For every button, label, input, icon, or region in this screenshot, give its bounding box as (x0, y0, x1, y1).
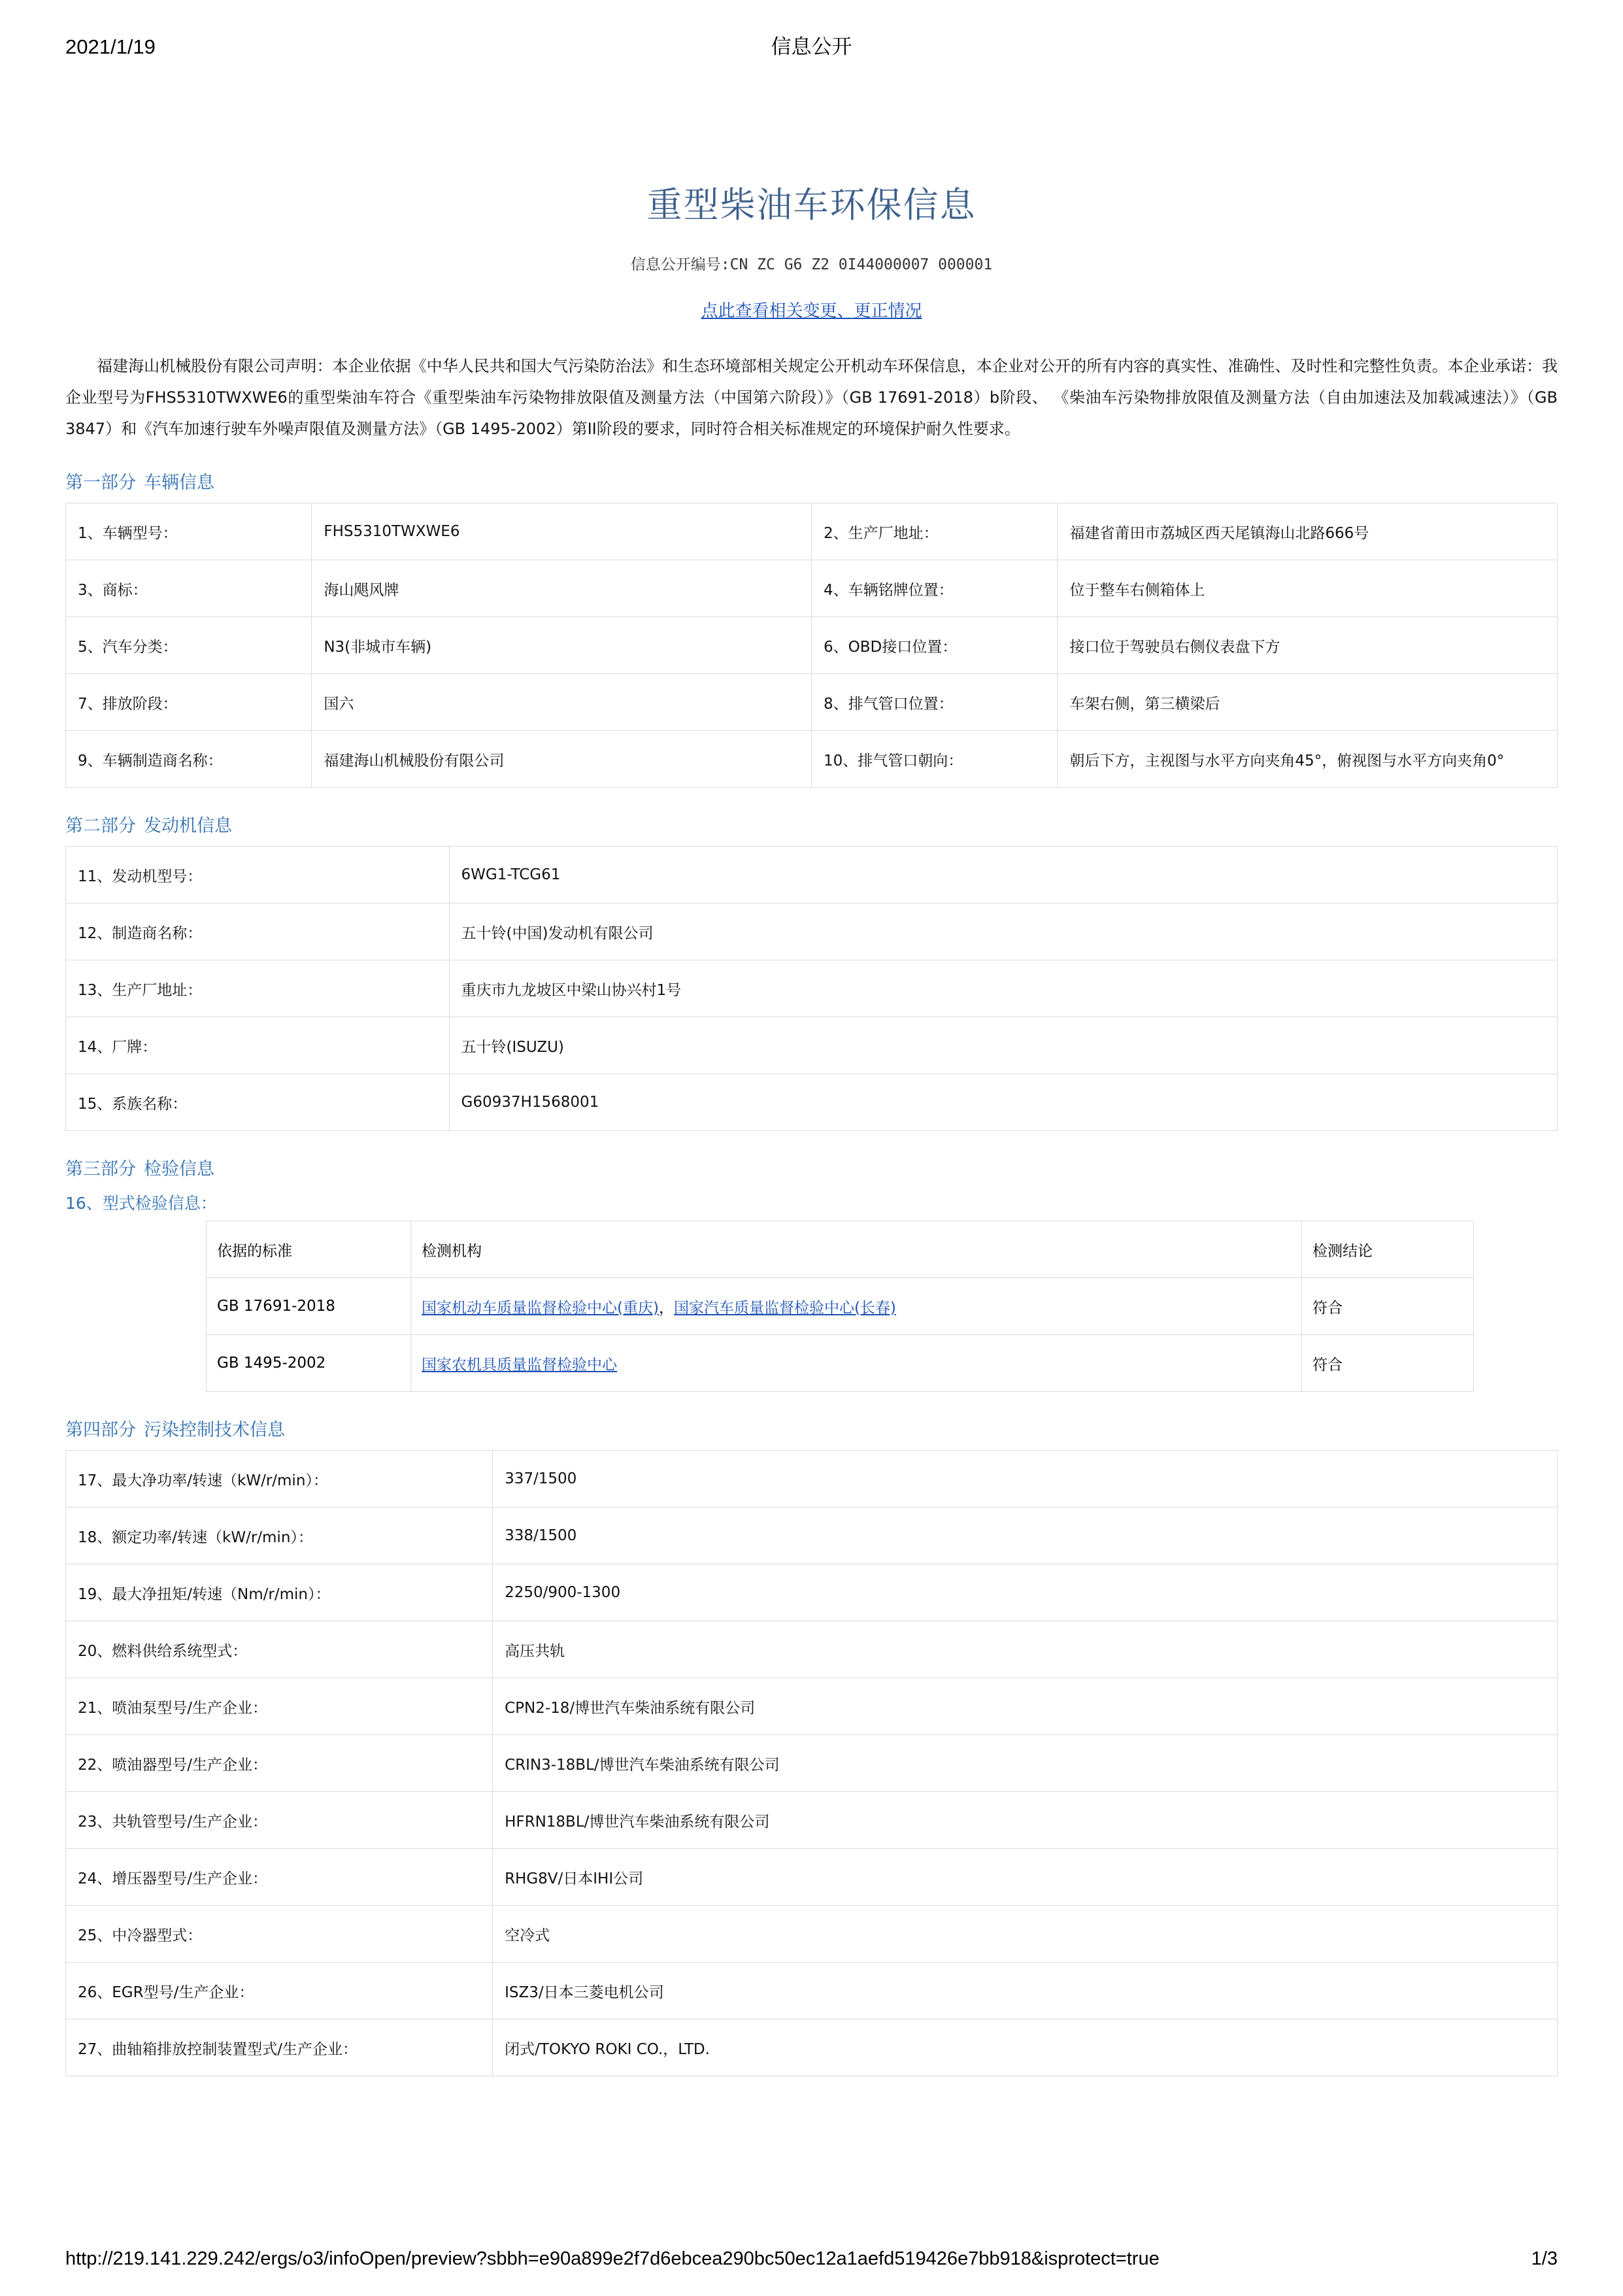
field-label: 10、排气管口朝向： (811, 731, 1057, 788)
field-label: 21、喷油泵型号/生产企业： (66, 1678, 493, 1735)
institution-cell (411, 1335, 1302, 1392)
column-header-institution: 检测机构 (411, 1221, 1302, 1278)
field-label: 11、发动机型号： (66, 847, 450, 903)
disclosure-number: 信息公开编号:CN ZC G6 Z2 0I44000007 000001 (630, 256, 993, 273)
section-name-label: 车辆信息 (144, 473, 214, 493)
field-value: CRIN3-18BL/博世汽车柴油系统有限公司 (493, 1735, 1558, 1792)
table-row (66, 731, 1558, 788)
table-row (66, 503, 1558, 560)
print-footer (65, 2248, 1558, 2270)
standard-value: GB 1495-2002 (207, 1335, 411, 1392)
field-value: G60937H1568001 (449, 1074, 1557, 1131)
field-value: 五十铃(中国)发动机有限公司 (449, 903, 1557, 960)
field-value: 接口位于驾驶员右侧仪表盘下方 (1058, 617, 1558, 674)
field-value: 338/1500 (493, 1508, 1558, 1564)
section-part-label: 第四部分 (65, 1420, 136, 1440)
section-part-label: 第三部分 (65, 1159, 136, 1179)
field-value: 海山飓风牌 (312, 560, 812, 617)
field-value: 闭式/TOKYO ROKI CO.，LTD. (493, 2019, 1558, 2076)
field-value: 高压共轨 (493, 1621, 1558, 1678)
conclusion-value: 符合 (1302, 1335, 1474, 1392)
field-label: 6、OBD接口位置： (811, 617, 1057, 674)
table-row (66, 2019, 1558, 2076)
print-header (65, 30, 1558, 63)
table-row (66, 1906, 1558, 1963)
field-value: 337/1500 (493, 1451, 1558, 1508)
section-name-label: 污染控制技术信息 (144, 1420, 285, 1440)
conclusion-value: 符合 (1302, 1278, 1474, 1335)
section-name-label: 检验信息 (144, 1159, 214, 1179)
field-label: 15、系族名称： (66, 1074, 450, 1131)
table-row (207, 1278, 1474, 1335)
field-value: 国六 (312, 674, 812, 731)
field-label: 2、生产厂地址： (811, 503, 1057, 560)
column-header-conclusion: 检测结论 (1302, 1221, 1474, 1278)
field-label: 24、增压器型号/生产企业： (66, 1849, 493, 1906)
field-label: 27、曲轴箱排放控制装置型式/生产企业： (66, 2019, 493, 2076)
field-value: 福建省莆田市荔城区西天尾镇海山北路666号 (1058, 503, 1558, 560)
table-row (66, 903, 1558, 960)
vehicle-info-table (65, 503, 1558, 788)
table-row (66, 1451, 1558, 1508)
standard-value: GB 17691-2018 (207, 1278, 411, 1335)
field-label: 5、汽车分类： (66, 617, 312, 674)
section-name-label: 发动机信息 (144, 816, 232, 836)
inspection-table (206, 1221, 1474, 1392)
table-header-row (207, 1221, 1474, 1278)
field-value: 6WG1-TCG61 (449, 847, 1557, 903)
footer-url: http://219.141.229.242/ergs/o3/infoOpen/preview?sbbh=e90a899e2f7d6ebcea290bc50ec12a1aefd519426e7bb918&isprotect=true (65, 2248, 1160, 2269)
section-heading-part3 (65, 1155, 1558, 1180)
view-changes-link[interactable]: 点此查看相关变更、更正情况 (701, 301, 922, 321)
table-row (66, 674, 1558, 731)
field-label: 8、排气管口位置： (811, 674, 1057, 731)
field-value: 车架右侧，第三横梁后 (1058, 674, 1558, 731)
table-row (66, 1508, 1558, 1564)
table-row (66, 1074, 1558, 1131)
field-value: N3(非城市车辆) (312, 617, 812, 674)
field-value: 2250/900-1300 (493, 1564, 1558, 1621)
field-label: 23、共轨管型号/生产企业： (66, 1792, 493, 1849)
field-label: 1、车辆型号： (66, 503, 312, 560)
field-label: 3、商标： (66, 560, 312, 617)
table-row (66, 1678, 1558, 1735)
field-value: 重庆市九龙坡区中梁山协兴村1号 (449, 960, 1557, 1017)
field-label: 4、车辆铭牌位置： (811, 560, 1057, 617)
field-value: HFRN18BL/博世汽车柴油系统有限公司 (493, 1792, 1558, 1849)
institution-link[interactable]: 国家汽车质量监督检验中心(长春) (673, 1299, 896, 1317)
section-part-label: 第一部分 (65, 473, 136, 493)
change-link-row (65, 297, 1558, 322)
field-label: 26、EGR型号/生产企业： (66, 1963, 493, 2019)
table-row (66, 847, 1558, 903)
table-row (66, 1849, 1558, 1906)
institution-link[interactable]: 国家机动车质量监督检验中心(重庆) (422, 1299, 659, 1317)
company-statement: 福建海山机械股份有限公司声明：本企业依据《中华人民共和国大气污染防治法》和生态环境部相关规定公开机动车环保信息，本企业对公开的所有内容的真实性、准确性、及时性和完整性负责。本企业承诺：我企业型号为FHS5310TWXWE6的重型柴油车符合《重型柴油车污染物排放限值及测量方法（中国第六阶段）》（GB 17691-2018）b阶段、 《柴油车污染物排放限值及测量方法（自由加速法及加载减速法）》（GB 3847）和《汽车加速行驶车外噪声限值及测量方法》（GB 1495-2002）第II阶段的要求，同时符合相关标准规定的环境保护耐久性要求。 (65, 357, 1558, 438)
field-value: 空冷式 (493, 1906, 1558, 1963)
table-row (66, 560, 1558, 617)
field-value: RHG8V/日本IHI公司 (493, 1849, 1558, 1906)
field-label: 9、车辆制造商名称： (66, 731, 312, 788)
table-row (66, 1017, 1558, 1074)
field-label: 20、燃料供给系统型式： (66, 1621, 493, 1678)
field-value: 位于整车右侧箱体上 (1058, 560, 1558, 617)
column-header-standard: 依据的标准 (207, 1221, 411, 1278)
field-value: 福建海山机械股份有限公司 (312, 731, 812, 788)
field-value: CPN2-18/博世汽车柴油系统有限公司 (493, 1678, 1558, 1735)
table-row (66, 1564, 1558, 1621)
field-label: 18、额定功率/转速（kW/r/min）： (66, 1508, 493, 1564)
field-label: 13、生产厂地址： (66, 960, 450, 1017)
footer-page-number: 1/3 (1531, 2248, 1558, 2269)
table-row (66, 1621, 1558, 1678)
inspection-subheading: 16、型式检验信息： (65, 1194, 217, 1213)
table-row (66, 1735, 1558, 1792)
field-label: 7、排放阶段： (66, 674, 312, 731)
engine-info-table (65, 846, 1558, 1131)
section-heading-part1 (65, 468, 1558, 494)
field-label: 17、最大净功率/转速（kW/r/min）： (66, 1451, 493, 1508)
field-value: ISZ3/日本三菱电机公司 (493, 1963, 1558, 2019)
institution-separator: ， (658, 1299, 674, 1317)
section-heading-part4 (65, 1415, 1558, 1441)
field-value: FHS5310TWXWE6 (312, 503, 812, 560)
table-row (207, 1335, 1474, 1392)
field-label: 22、喷油器型号/生产企业： (66, 1735, 493, 1792)
section-part-label: 第二部分 (65, 816, 136, 836)
inspection-table-wrapper (65, 1221, 1558, 1392)
institution-cell (411, 1278, 1302, 1335)
field-label: 19、最大净扭矩/转速（Nm/r/min）： (66, 1564, 493, 1621)
field-label: 25、中冷器型式： (66, 1906, 493, 1963)
section-heading-part2 (65, 811, 1558, 837)
print-date: 2021/1/19 (65, 35, 156, 58)
table-row (66, 960, 1558, 1017)
pollution-info-table (65, 1450, 1558, 2076)
field-value: 五十铃(ISUZU) (449, 1017, 1557, 1074)
table-row (66, 1792, 1558, 1849)
table-row (66, 617, 1558, 674)
print-title: 信息公开 (771, 35, 852, 58)
table-row (66, 1963, 1558, 2019)
field-label: 12、制造商名称： (66, 903, 450, 960)
page-title: 重型柴油车环保信息 (646, 184, 977, 226)
field-value: 朝后下方，主视图与水平方向夹角45°，俯视图与水平方向夹角0° (1058, 731, 1558, 788)
field-label: 14、厂牌： (66, 1017, 450, 1074)
institution-link[interactable]: 国家农机具质量监督检验中心 (422, 1356, 617, 1374)
